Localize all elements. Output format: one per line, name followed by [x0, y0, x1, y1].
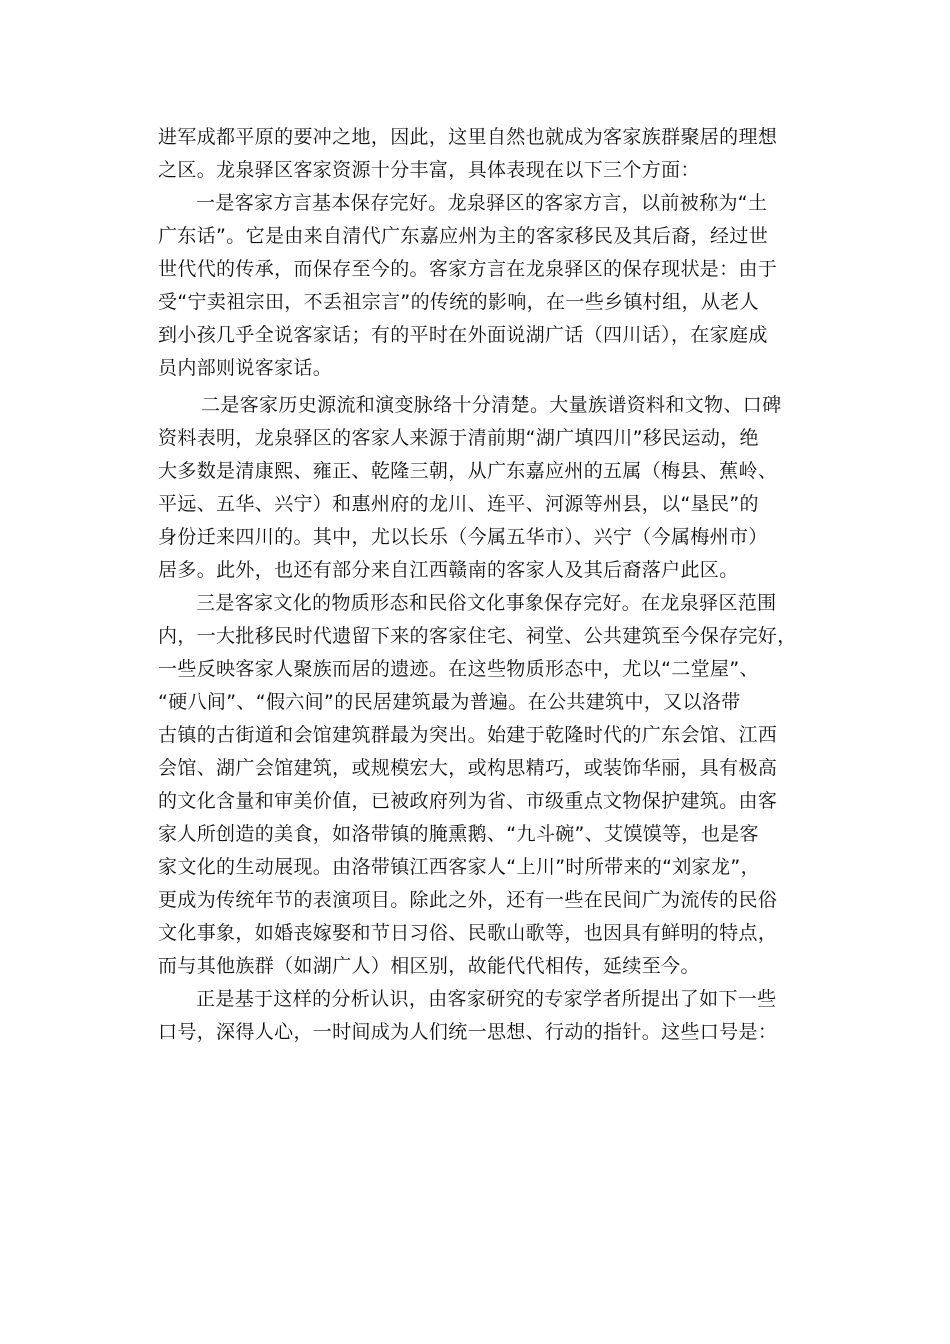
text-line-21: 的文化含量和审美价值，已被政府列为省、市级重点文物保护建筑。由客 [158, 790, 778, 812]
text-line-1: 进军成都平原的要冲之地，因此，这里自然也就成为客家族群聚居的理想 [158, 126, 778, 148]
paragraph-1-line-1: 一是客家方言基本保存完好。龙泉驿区的客家方言，以前被称为“土 [196, 192, 768, 214]
text-line-16: 内，一大批移民时代遗留下来的客家住宅、祠堂、公共建筑至今保存完好， [158, 625, 797, 647]
text-line-14: 居多。此外，也还有部分来自江西赣南的客家人及其后裔落户此区。 [158, 559, 739, 581]
text-line-11: 大多数是清康熙、雍正、乾隆三朝，从广东嘉应州的五属（梅县、蕉岭、 [158, 460, 778, 482]
text-line-17: 一些反映客家人聚族而居的遗迹。在这些物质形态中，尤以“二堂屋”、 [158, 658, 759, 680]
text-line-20: 会馆、湖广会馆建筑，或规模宏大，或构思精巧，或装饰华丽，具有极高 [158, 757, 778, 779]
text-line-12: 平远、五华、兴宁）和惠州府的龙川、连平、河源等州县，以“垦民”的 [158, 493, 759, 515]
paragraph-4-line-1: 正是基于这样的分析认识，由客家研究的专家学者所提出了如下一些 [196, 988, 777, 1010]
text-line-22: 家人所创造的美食，如洛带镇的腌熏鹅、“九斗碗”、艾馍馍等，也是客 [158, 823, 759, 845]
paragraph-3-line-1: 三是客家文化的物质形态和民俗文化事象保存完好。在龙泉驿区范围 [196, 592, 777, 614]
text-line-7: 到小孩几乎全说客家话；有的平时在外面说湖广话（四川话），在家庭成 [158, 324, 768, 346]
paragraph-2-line-1: 二是客家历史源流和演变脉络十分清楚。大量族谱资料和文物、口碑 [201, 394, 782, 416]
text-line-13: 身份迁来四川的。其中，尤以长乐（今属五华市）、兴宁（今属梅州市） [158, 526, 768, 548]
text-line-23: 家文化的生动展现。由洛带镇江西客家人“上川”时所带来的“刘家龙”， [158, 856, 760, 878]
text-line-2: 之区。龙泉驿区客家资源十分丰富，具体表现在以下三个方面： [158, 159, 700, 181]
text-line-4: 广东话”。它是由来自清代广东嘉应州为主的客家移民及其后裔，经过世 [158, 225, 769, 247]
text-line-25: 文化事象，如婚丧嫁娶和节日习俗、民歌山歌等，也因具有鲜明的特点， [158, 922, 778, 944]
text-line-28: 口号，深得人心，一时间成为人们统一思想、行动的指针。这些口号是： [158, 1021, 778, 1043]
text-line-19: 古镇的古街道和会馆建筑群最为突出。始建于乾隆时代的广东会馆、江西 [158, 724, 778, 746]
text-line-5: 世代代的传承，而保存至今的。客家方言在龙泉驿区的保存现状是：由于 [158, 258, 778, 280]
text-line-26: 而与其他族群（如湖广人）相区别，故能代代相传，延续至今。 [158, 955, 700, 977]
text-line-6: 受“宁卖祖宗田，不丢祖宗言”的传统的影响，在一些乡镇村组，从老人 [158, 291, 759, 313]
text-line-10: 资料表明，龙泉驿区的客家人来源于清前期“湖广填四川”移民运动，绝 [158, 427, 759, 449]
text-line-18: “硬八间”、“假六间”的民居建筑最为普遍。在公共建筑中，又以洛带 [158, 691, 741, 713]
text-line-24: 更成为传统年节的表演项目。除此之外，还有一些在民间广为流传的民俗 [158, 889, 778, 911]
text-line-8: 员内部则说客家话。 [158, 357, 333, 379]
